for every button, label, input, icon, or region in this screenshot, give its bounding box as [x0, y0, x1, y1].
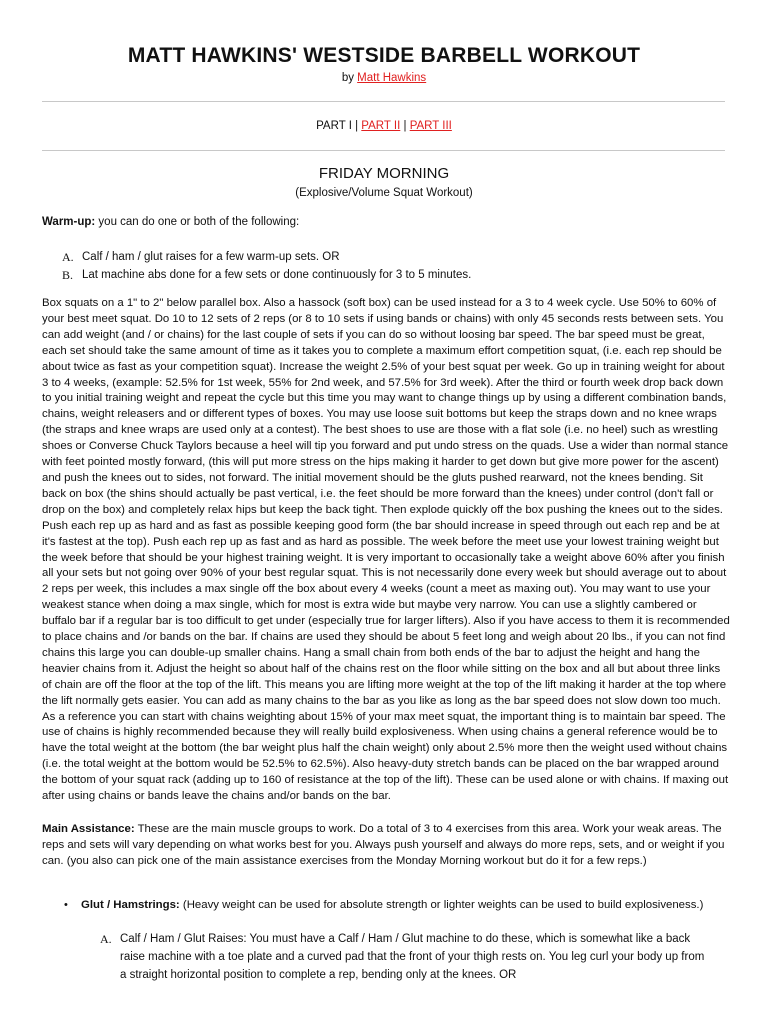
part-ii-link[interactable]: PART II — [361, 120, 401, 132]
part-iii-link[interactable]: PART III — [409, 120, 452, 132]
section-title: FRIDAY MORNING — [318, 165, 450, 182]
glut-hamstrings-label: Glut / Hamstrings: — [81, 899, 180, 911]
main-assistance-text: These are the main muscle groups to work. Do a total of 3 to 4 exercises from this area. Work your weak areas. The reps and sets will vary depending on what works best for you. Always push yourself and always do more reps, sets, and or weight if you can. (you also can pick one of the main assistance exercises from the Monday Morning workout but do it for a few reps.) — [42, 823, 725, 867]
part-separator: | — [400, 120, 410, 132]
list-marker: B. — [62, 268, 74, 282]
glut-hamstrings-text-block — [64, 898, 704, 914]
list-item-text: Calf / Ham / Glut Raises: You must have a Calf / Ham / Glut machine to do these, which is somewhat like a back raise machine with a toe plate and a curved pad that the front of your thigh rests on. You leg curl your body up from a straight horizontal position to complete a rep, bending only at the knees. OR — [120, 933, 705, 981]
warmup-text: you can do one or both of the following: — [95, 216, 300, 228]
part-i-current: PART I — [316, 120, 352, 132]
list-marker: A. — [100, 932, 112, 946]
byline — [0, 72, 768, 84]
list-item-text: Calf / ham / glut raises for a few warm-up sets. OR — [82, 251, 340, 263]
byline-prefix: by — [341, 72, 358, 84]
glut-hamstrings-bullet-item — [64, 898, 704, 914]
divider-bottom — [42, 150, 725, 151]
bullet-icon: • — [64, 899, 68, 911]
part-separator: | — [351, 120, 362, 132]
box-squat-paragraph: Box squats on a 1" to 2" below parallel box. Also a hassock (soft box) can be used instead for a 3 to 4 week cycle. Use 50% to 60% of your best meet squat. Do 10 to 12 sets of 2 reps (or 8 to 10 sets if using bands or chains) with only 45 seconds rests between sets. You can add weight (and / or chains) for the last couple of sets if you can do so without loosing bar speed. The bar speed must be great, each set should take the same amount of time as it takes you to complete a maximum effort competition squat, (i.e. each rep should be about twice as fast as your competition squat). Increase the weight 2.5% of your best squat per week. Go up in training weight for about 3 to 4 weeks, (example: 52.5% for 1st week, 55% for 2nd week, and 57.5% for 3rd week). After the third or fourth week drop back down to you initial training weight and repeat the cycle but this time you may want to change things up by using a different combination bands, chains, weight releasers and or different types of boxes. You may use loose suit bottoms but keep the straps down and no knee wraps (the straps and knee wraps are used only at a contest). The best shoes to use are those with a flat sole (i.e. no heel) such as wrestling shoes or Converse Chuck Taylors because a heel will tip you forward and put undo stress on the quads. Use a wider than normal stance with feet pointed mostly forward, (this will put more stress on the hips making it harder to get down but give more power for the ascent) and push the knees out to sides, not forward. The initial movement should be the gluts pushed rearward, not the knees bending. Sit back on box (the shins should actually be past vertical, i.e. the feet should be more forward than the knees) under control (don't fall or drop on the box) and completely relax hips but keep the back tight. Then explode quickly off the box pushing the knees out to the sides. Push each rep up as hard and as fast as possible keeping good form (the bar should increase in speed through out each rep and be at it's fastest at the top). Push each rep up as fast and as hard as possible. The week before the meet use your lowest training weight but the week before that should be your highest training weight. It is very important to occasionally take a weight above 60% after you finish all your sets but not going over 90% of your best regular squat. This is not necessarily done every week but should average out to about 2 reps per week, this includes a max single off the box about every 4 weeks (count a meet as maxing out). You may want to use your weakest stance when doing a max single, which for most is extra wide but maybe very narrow. You can use a slightly cambered or buffalo bar if a regular bar is too difficult to get under (especially true for larger lifters). Also if you have access to them it is recommended to place chains and /or bands on the bar. If chains are used they should be about 5 feet long and weigh about 20 lbs., if you can not find chains this large you can double-up smaller chains. Hang a small chain from both ends of the bar to adjust the height and hang the heavier chains from it. Adjust the height so about half of the chains rest on the floor while sitting on the box and all but about three links of chain are off the floor at the top of the lift. This means you are lifting more weight at the top of the lift making it harder at the top where the lift normally gets easier. You can add as many chains to the bar as you like as long as the bar speed does not slow down too much. As a reference you can start with chains weighting about 15% of your max meet squat, the important thing is to maintain bar speed. The use of chains is highly recommended because they will really build explosiveness. When using chains a general reference would be to have the total weight at the bottom (the bar weight plus half the chain weight) only about 2.5% more then the weight used without chains (i.e. the total weight at the bottom would be 52.5% to 62.5%). Also heavy-duty stretch bands can be placed on the bar wrapped around the bottom of your squat rack (adding up to 160 of resistance at the top of the lift). These can be used alone or with chains. If maxing out after using chains or bands leave the chains and/or bands on the bar. — [42, 297, 730, 803]
warmup-intro — [42, 216, 732, 228]
page-title: MATT HAWKINS' WESTSIDE BARBELL WORKOUT — [127, 44, 641, 67]
glut-hamstrings-text: (Heavy weight can be used for absolute strength or lighter weights can be used to build explosiveness.) — [179, 899, 704, 911]
list-item — [100, 930, 710, 984]
warmup-list — [62, 248, 722, 284]
part-navigation — [0, 120, 768, 132]
list-marker: A. — [62, 250, 74, 264]
section-subtitle: (Explosive/Volume Squat Workout) — [295, 187, 473, 199]
main-assistance-label: Main Assistance: — [42, 823, 135, 835]
warmup-label: Warm-up: — [42, 216, 96, 228]
author-link[interactable]: Matt Hawkins — [357, 72, 427, 84]
divider-top — [42, 101, 725, 102]
main-assistance-paragraph — [42, 822, 730, 870]
list-item-text: Lat machine abs done for a few sets or done continuously for 3 to 5 minutes. — [82, 269, 472, 281]
list-item — [62, 248, 722, 266]
glut-exercise-list — [100, 930, 710, 984]
list-item — [62, 266, 722, 284]
